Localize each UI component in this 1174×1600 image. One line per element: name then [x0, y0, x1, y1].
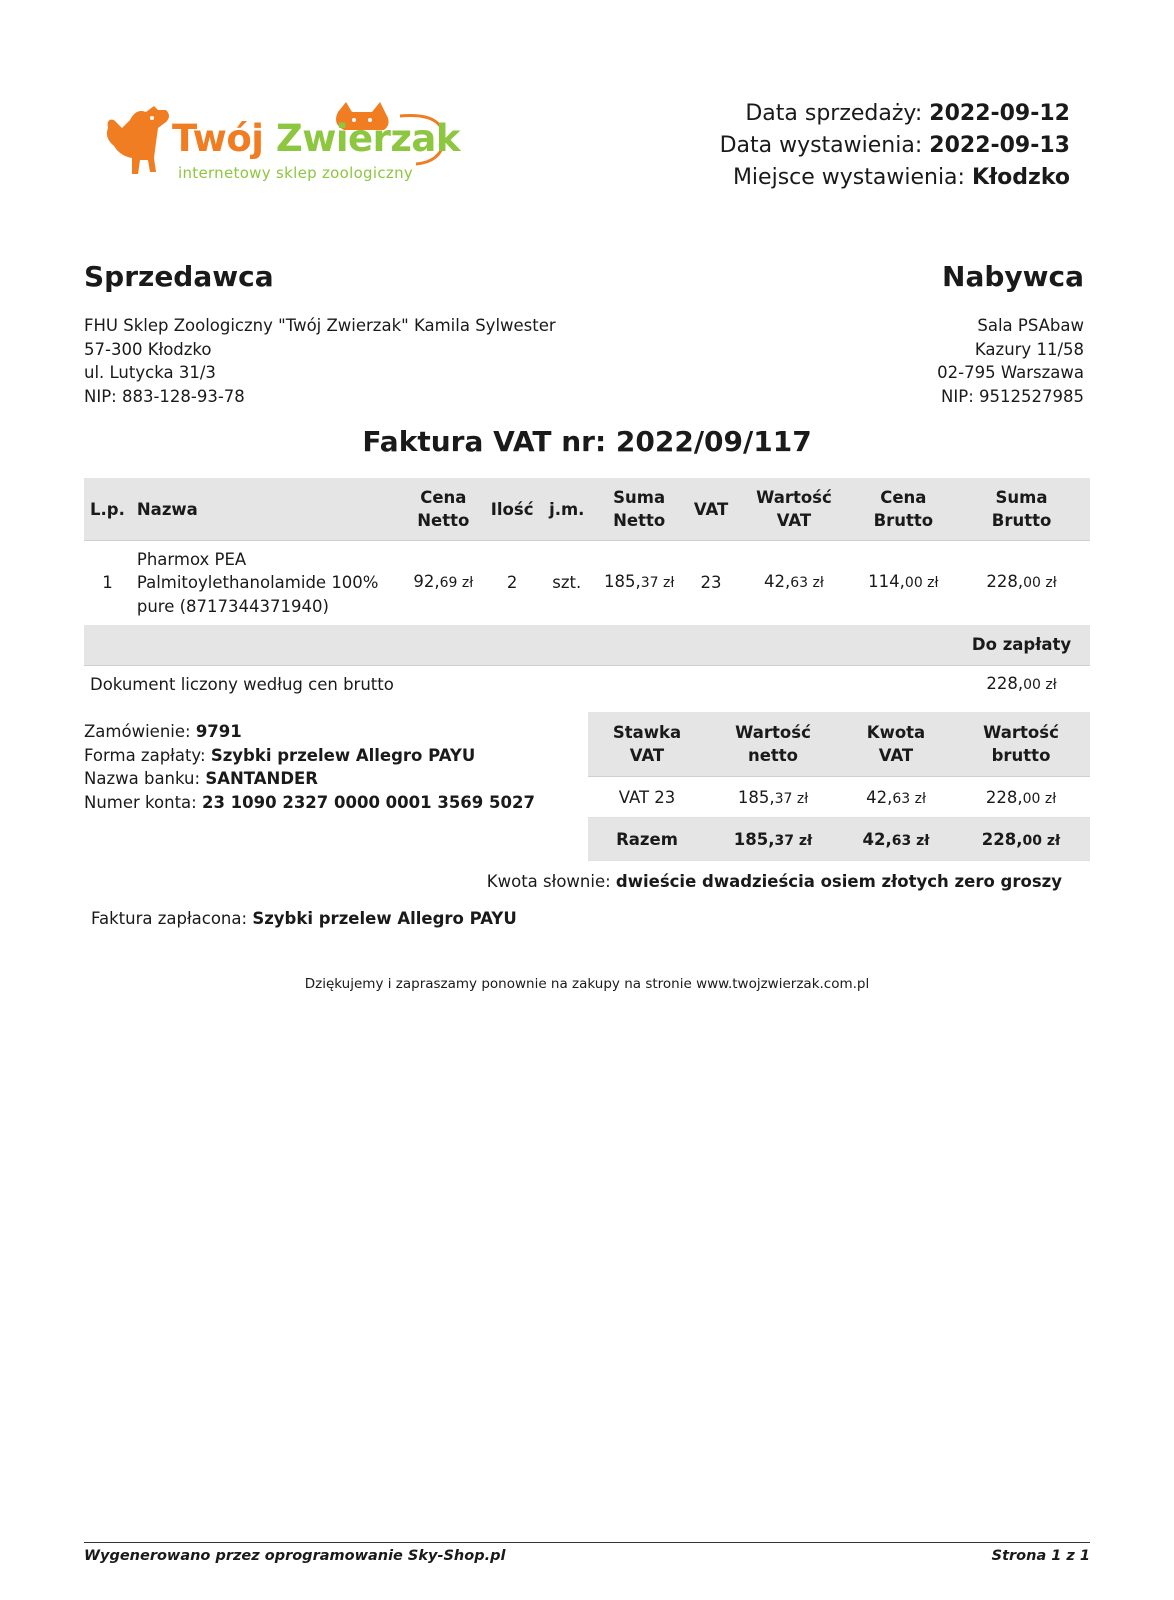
vat-rate: VAT 23 [588, 777, 706, 818]
seller-heading: Sprzedawca [84, 260, 274, 293]
vat-col-amount-2: VAT [878, 746, 914, 765]
payment-method-line [84, 744, 535, 768]
col-gross-sum-1: Suma [995, 488, 1048, 507]
vat-col-net-2: netto [747, 746, 799, 765]
vat-col-gross-2: brutto [991, 746, 1051, 765]
cell-net-sum-int: 185, [603, 572, 641, 592]
buyer-line: NIP: 9512527985 [941, 386, 1084, 406]
col-gross-sum-2: Brutto [991, 511, 1052, 530]
vat-col-rate-1: Stawka [612, 723, 682, 742]
issue-place-value: Kłodzko [971, 165, 1070, 190]
cell-qty: 2 [506, 573, 518, 593]
account-label: Numer konta: [84, 792, 197, 812]
table-row [588, 777, 1090, 818]
vat-net-int: 185, [737, 787, 775, 807]
col-net-sum [590, 478, 687, 541]
buyer-line: Sala PSAbaw [977, 316, 1084, 335]
issue-place-label: Miejsce wystawienia: [732, 165, 965, 190]
paid-label: Faktura zapłacona: [91, 909, 248, 928]
vat-total-gross [952, 818, 1090, 861]
vat-col-net [706, 712, 840, 777]
col-net-sum-2: Netto [613, 511, 666, 530]
col-gross-price [854, 478, 953, 541]
cell-name-line: Palmitoylethanolamide 100% [136, 573, 379, 593]
col-vat-value-2: VAT [776, 511, 812, 530]
cell-net-sum-dec: 37 zł [640, 575, 675, 592]
seller-line: FHU Sklep Zoologiczny "Twój Zwierzak" Kamila Sylwester [84, 316, 556, 335]
vat-col-rate [588, 712, 706, 777]
paid-value: Szybki przelew Allegro PAYU [252, 909, 517, 928]
vat-total-amount-int: 42, [862, 829, 892, 849]
vat-gross [952, 777, 1090, 818]
invoice-paid [91, 909, 517, 928]
order-value: 9791 [195, 722, 242, 741]
cell-vat: 23 [700, 573, 722, 593]
to-pay-header-spacer [84, 625, 953, 666]
invoice-dates [720, 98, 1070, 194]
vat-total-net-int: 185, [733, 829, 775, 849]
table-row [84, 541, 1090, 626]
vat-col-gross [952, 712, 1090, 777]
vat-gross-dec: 00 zł [1022, 790, 1057, 807]
col-net-sum-1: Suma [613, 488, 666, 507]
issue-date-value: 2022-09-13 [929, 133, 1070, 158]
vat-col-net-1: Wartość [735, 723, 811, 742]
to-pay-header-row [84, 625, 1090, 666]
logo-tagline: internetowy sklep zoologiczny [178, 164, 414, 182]
footer-page-number: Strona 1 z 1 [991, 1548, 1090, 1564]
buyer-line: Kazury 11/58 [974, 339, 1084, 359]
vat-amount-int: 42, [866, 787, 893, 807]
cell-gross-sum-dec: 00 zł [1023, 575, 1057, 592]
vat-total-amount-dec: 63 zł [891, 832, 930, 849]
cell-name [131, 541, 406, 626]
invoice-title: Faktura VAT nr: 2022/09/117 [362, 425, 812, 458]
col-gross-price-2: Brutto [873, 511, 934, 530]
buyer-details [937, 314, 1084, 408]
bank-value: SANTANDER [205, 769, 319, 788]
col-name: Nazwa [131, 478, 406, 541]
vat-header-row [588, 712, 1090, 777]
cell-gross-price-dec: 00 zł [904, 575, 939, 592]
to-pay-int: 228, [986, 674, 1024, 694]
bank-label: Nazwa banku: [84, 769, 201, 788]
cell-gross-price-int: 114, [868, 572, 905, 592]
cell-unit: szt. [552, 573, 582, 593]
vat-col-gross-1: Wartość [983, 723, 1059, 742]
sale-date-label: Data sprzedaży: [745, 101, 923, 126]
vat-total-label: Razem [588, 818, 706, 861]
issue-date-label: Data wystawienia: [719, 133, 923, 158]
vat-net-dec: 37 zł [774, 790, 809, 807]
issue-place-line [720, 162, 1070, 194]
cell-net-sum [590, 541, 687, 626]
cell-lp: 1 [102, 573, 113, 593]
note-row [84, 666, 1090, 705]
bank-name-line [84, 767, 535, 791]
vat-total-row [588, 818, 1090, 861]
amount-words-value: dwieście dwadzieścia osiem złotych zero groszy [615, 872, 1062, 891]
cell-name-line: Pharmox PEA [136, 549, 247, 569]
col-qty: Ilość [481, 478, 543, 541]
amount-words-label: Kwota słownie: [486, 872, 611, 891]
vat-amount [840, 777, 952, 818]
cell-net-price-int: 92, [413, 572, 440, 592]
col-vat-value [734, 478, 853, 541]
col-vat: VAT [688, 478, 734, 541]
to-pay-dec: 00 zł [1023, 677, 1057, 694]
vat-total-gross-int: 228, [981, 829, 1023, 849]
col-lp: L.p. [84, 478, 131, 541]
col-net-price-2: Netto [417, 511, 470, 530]
vat-amount-dec: 63 zł [892, 790, 926, 807]
seller-line: NIP: 883-128-93-78 [84, 386, 245, 406]
vat-gross-int: 228, [985, 787, 1023, 807]
issue-date-line [720, 130, 1070, 162]
col-vat-value-1: Wartość [756, 488, 832, 507]
vat-col-rate-2: VAT [629, 746, 665, 765]
order-number-line [84, 720, 535, 744]
price-basis-note: Dokument liczony według cen brutto [90, 675, 394, 695]
cell-vat-value [734, 541, 853, 626]
col-gross-sum [953, 478, 1090, 541]
order-info [84, 720, 535, 814]
sale-date-line [720, 98, 1070, 130]
to-pay-label: Do zapłaty [953, 625, 1090, 666]
to-pay-value [953, 666, 1090, 705]
seller-details [84, 314, 556, 408]
items-header-row [84, 478, 1090, 541]
col-unit: j.m. [543, 478, 590, 541]
thank-you-note: Dziękujemy i zapraszamy ponownie na zakupy na stronie www.twojzwierzak.com.pl [304, 976, 870, 992]
brand-logo [100, 98, 460, 193]
cell-name-line: pure (8717344371940) [136, 596, 329, 616]
cell-net-price-dec: 69 zł [439, 575, 474, 592]
cell-gross-sum [953, 541, 1090, 626]
col-net-price-1: Cena [420, 488, 467, 507]
vat-col-amount [840, 712, 952, 777]
seller-line: 57-300 Kłodzko [84, 339, 212, 359]
cell-vat-value-int: 42, [764, 572, 791, 592]
cell-vat-value-dec: 63 zł [790, 575, 824, 592]
vat-total-net-dec: 37 zł [774, 832, 813, 849]
order-label: Zamówienie: [84, 722, 191, 741]
vat-net [706, 777, 840, 818]
items-table [84, 478, 1090, 704]
payment-value: Szybki przelew Allegro PAYU [210, 745, 476, 765]
col-gross-price-1: Cena [880, 488, 927, 507]
account-number-line [84, 791, 535, 815]
buyer-line: 02-795 Warszawa [937, 363, 1084, 382]
account-value: 23 1090 2327 0000 0001 3569 5027 [201, 792, 535, 812]
vat-summary-table [588, 712, 1090, 861]
cell-gross-sum-int: 228, [986, 572, 1024, 592]
col-net-price [405, 478, 481, 541]
footer-generated: Wygenerowano przez oprogramowanie Sky-Shop.pl [84, 1548, 506, 1564]
vat-col-amount-1: Kwota [866, 723, 926, 742]
cell-net-price [405, 541, 481, 626]
vat-total-net [706, 818, 840, 861]
vat-total-gross-dec: 00 zł [1022, 832, 1061, 849]
payment-label: Forma zapłaty: [84, 745, 206, 765]
seller-line: ul. Lutycka 31/3 [84, 363, 216, 382]
buyer-heading: Nabywca [942, 260, 1084, 293]
vat-total-amount [840, 818, 952, 861]
logo-title-part1: Twój [172, 117, 264, 160]
footer-divider [84, 1542, 1090, 1543]
logo-title [172, 117, 461, 160]
sale-date-value: 2022-09-12 [929, 101, 1070, 126]
cell-gross-price [854, 541, 953, 626]
logo-title-part2: Zwierzak [275, 117, 461, 160]
amount-in-words [487, 872, 1062, 891]
